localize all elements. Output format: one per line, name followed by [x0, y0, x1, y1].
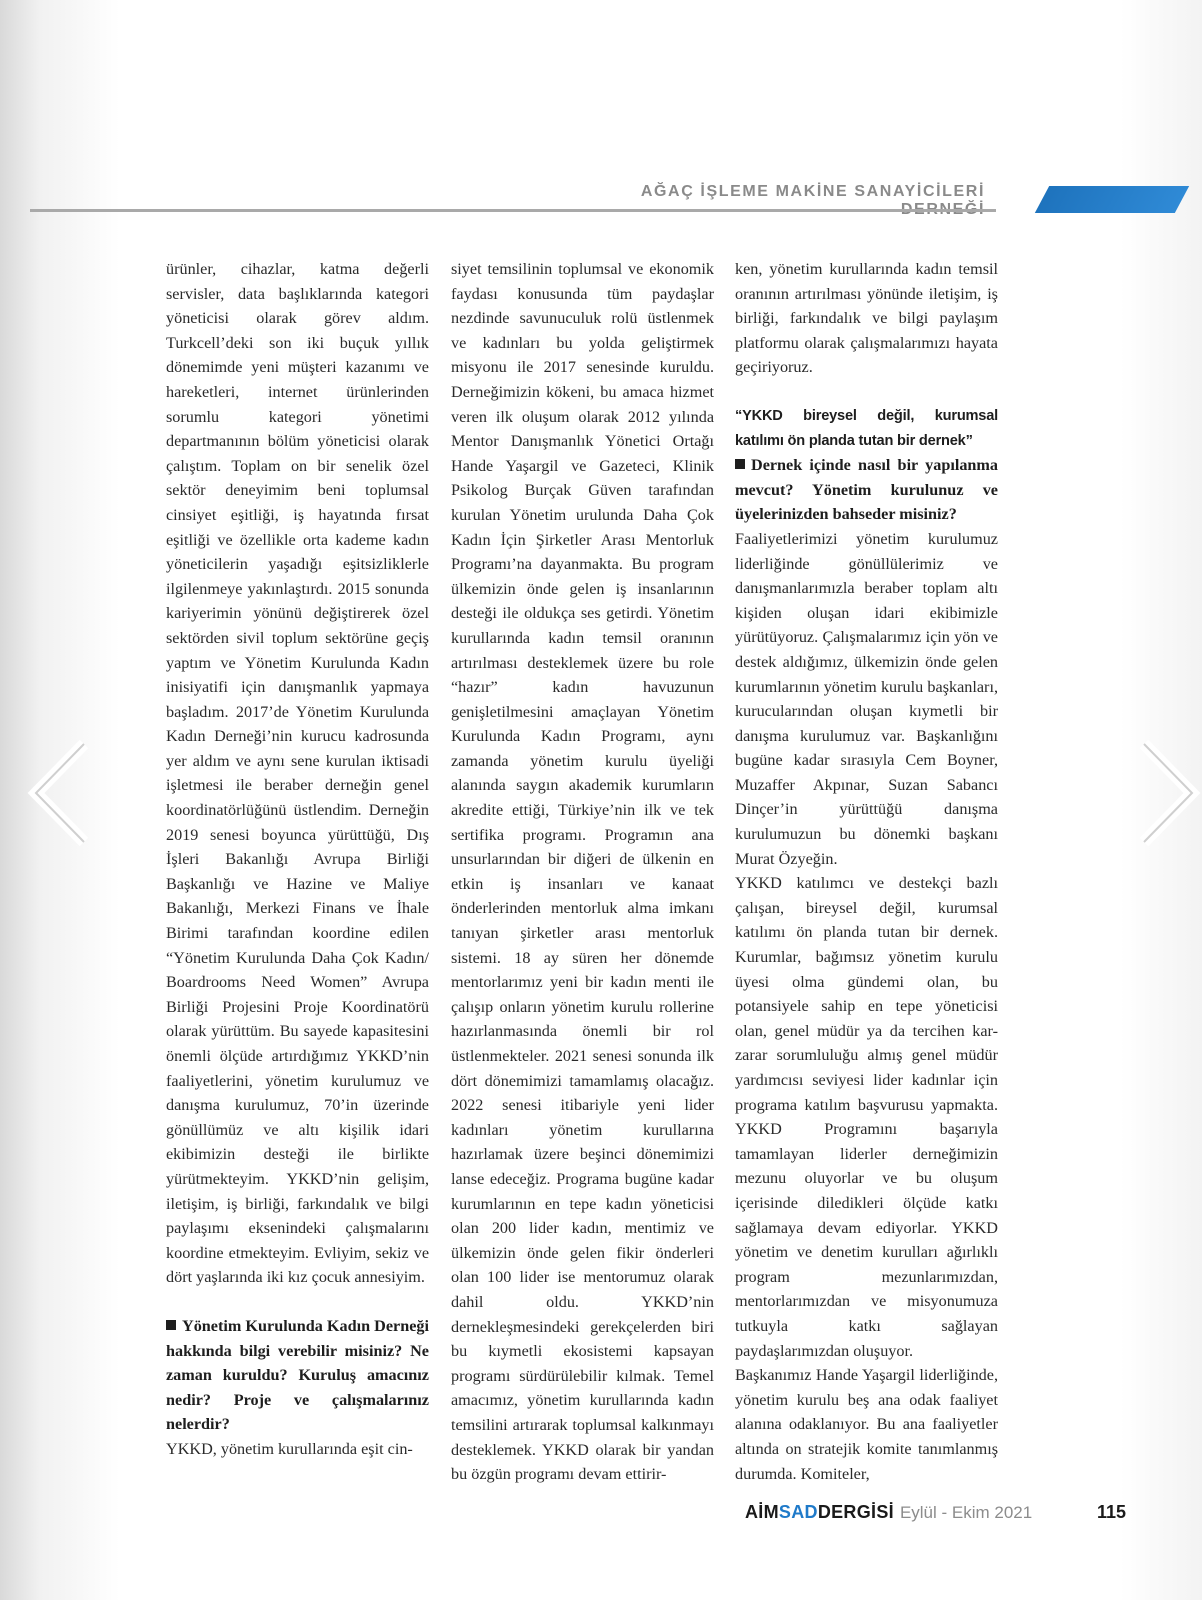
next-page-button[interactable] [1138, 738, 1202, 848]
header-accent-bar [1035, 186, 1189, 213]
interview-question: Dernek içinde nasıl bir yapılanma mevcut? Yönetim kurulunuz ve üyelerinizden bahseder misiniz? [735, 456, 998, 524]
column2-paragraph: siyet temsilinin toplumsal ve ekonomik faydası konusunda tüm paydaşlar nezdinde savunuculuk rolü üstlenmek ve kadınları bu yolda geliştirmek misyonu ile 2017 senesinde kuruldu. Derneğimizin kökeni, bu amaca hizmet veren ilk oluşum olarak 2012 yılında Mentor Danışmanlık Yönetici Ortağı Hande Yaşargil ve Gazeteci, Klinik Psikolog Burçak Güven tarafından kurulan Yönetim urulunda Daha Çok Kadın İçin Şirketler Arası Mentorluk Programı’na dayanmakta. Bu program ülkemizin önde gelen iş insanlarının desteği ile oldukça ses getirdi. Yönetim kurullarında kadın temsil oranının artırılması desteklemek üzere bu role “hazır” kadın havuzunun genişletilmesini amaçlayan Yönetim Kurulunda Kadın Programı, aynı zamanda yönetim kurulu üyeliği alanında saygın akademik kurumların akredite ettiği, Türkiye’nin ilk ve tek sertifika programı. Programın ana unsurlarından bir diğeri de ülkenin en etkin iş insanları ve kanaat önderlerinden mentorluk alma imkanı tanıyan şirketler arası mentorluk sistemi. 18 ay süren her dönemde mentorlarımız yeni bir kadın menti ile çalışıp onların yönetim kurulu rollerine hazırlanmasında önemli bir rol üstlenmekteler. 2021 senesi sonunda ilk dört dönemimizi tamamlamış olacağız. 2022 senesi itibariyle yeni lider kadınları yönetim kurullarına hazırlamak üzere beşinci dönemimizi lanse edeceğiz. Programa bugüne kadar kurumlarının en tepe kadın yöneticisi olan 200 lider kadın, mentimiz ve ülkemizin önde gelen fikir önderleri olan 100 lider ise mentorumuz olarak dahil oldu. YKKD’nin dernekleşmesindeki gerekçelerden biri bu kıymetli ekosistemi kapsayan programı sürdürülebilir kılmak. Temel amacımız, yönetim kurullarında kadın temsilini artırarak toplumsal kalkınmayı desteklemek. YKKD olarak bir yandan bu özgün programı devam ettirir- [451, 260, 714, 1484]
column3-answer-2: YKKD katılımcı ve destekçi bazlı çalışan, bireysel değil, kurumsal katılımı ön planda tutan bir dernek. Kurumlar, bağımsız yönetim kurulu üyesi olma gündemi olan, bu potansiyele sahip en tepe yöneticisi olan, genel müdür ya da tercihen kar-zarar sorumluluğu almış genel müdür yardımcısı seviyesi lider kadınlar için programa katılım başvurusu yapmakta. YKKD Programını başarıyla tamamlayan liderler derneğimizin mezunu oluyorlar ve bu oluşum içerisinde diledikleri ölçüde katkı sağlamaya devam ediyorlar. YKKD yönetim ve denetim kurulları ağırlıklı program mezunlarımızdan, mentorlarımızdan ve misyonumuza tutkuyla katkı sağlayan paydaşlarımızdan oluşuyor. [735, 874, 998, 1360]
header-rule [30, 209, 996, 212]
magazine-brand: AİMSADDERGİSİ [745, 1502, 894, 1522]
issue-date: Eylül - Ekim 2021 [899, 1503, 1033, 1522]
text-column-3 [735, 257, 998, 1486]
column3-answer-3: Başkanımız Hande Yaşargil liderliğinde, yönetim kurulu beş ana odak faaliyet alanına odaklanıyor. Bu ana faaliyetler altında on stratejik komite tanımlanmış durumda. Komiteler, [735, 1366, 998, 1483]
question-bullet-icon [735, 459, 745, 469]
running-header-title: AĞAÇ İŞLEME MAKİNE SANAYİCİLERİ [640, 183, 985, 200]
column3-paragraph: ken, yönetim kurullarında kadın temsil oranının artırılması yönünde iletişim, iş birliği, farkındalık ve bilgi paylaşım platformu olarak çalışmalarımızı hayata geçiriyoruz. [735, 260, 998, 377]
text-column-2 [451, 257, 714, 1487]
page-footer [745, 1502, 1135, 1532]
text-column-1 [166, 257, 429, 1462]
pull-quote: “YKKD bireysel değil, kurumsal katılımı ön planda tutan bir dernek” [735, 407, 998, 449]
previous-page-button[interactable] [26, 738, 96, 848]
interview-question: Yönetim Kurulunda Kadın Derneği hakkında bilgi verebilir misiniz? Ne zaman kuruldu? Kuruluş amacınız nedir? Proje ve çalışmalarınız nelerdir? [166, 1316, 429, 1434]
column1-answer: YKKD, yönetim kurullarında eşit cin- [166, 1439, 413, 1458]
column3-answer-1: Faaliyetlerimizi yönetim kurulumuz liderliğinde gönüllülerimiz ve danışmanlarımızla beraber toplam altı kişiden oluşan idari ekibimizle yürütüyoruz. Çalışmalarımız için yön ve destek aldığımız, ülkemizin önde gelen kurumlarının yönetim kurulu başkanları, kurucularından oluşan kıymetli bir danışma kurulumuz var. Başkanlığını bugüne kadar sırasıyla Cem Boyner, Muzaffer Akpınar, Suzan Sabancı Dinçer’in yürüttüğü danışma kurulumuzun bu dönemki başkanı Murat Özyeğin. [735, 529, 998, 868]
column1-paragraph: ürünler, cihazlar, katma değerli servisler, data başlıklarında kategori yöneticisi olarak görev aldım. Turkcell’deki son iki buçuk yıllık dönemimde yeni müşteri kazanımı ve hareketleri, internet ürünlerinden sorumlu kategori yönetimi departmanının bölüm yöneticisi olarak çalıştım. Toplam on bir senelik özel sektör deneyimim beni toplumsal cinsiyet eşitliği, iş hayatında fırsat eşitliği ve özellikle orta kademe kadın yöneticilerin yaşadığı eşitsizliklerle ilgilenmeye yakınlaştırdı. 2015 sonunda kariyerimin yönünü değiştirerek özel sektörden sivil toplum sektörüne geçiş yaptım ve Yönetim Kurulunda Kadın inisiyatifi için danışmanlık yapmaya başladım. 2017’de Yönetim Kurulunda Kadın Derneği’nin kurucu kadrosunda yer aldım ve aynı sene kurulan iktisadi işletmesi ile beraber derneğin genel koordinatörlüğünü üstlendim. Derneğin 2019 senesi boyunca yürüttüğü, Dış İşleri Bakanlığı Avrupa Birliği Başkanlığı ve Hazine ve Maliye Bakanlığı, Merkezi Finans ve İhale Birimi tarafından koordine edilen “Yönetim Kurulunda Daha Çok Kadın/ Boardrooms Need Women” Avrupa Birliği Projesini Proje Koordinatörü olarak yürüttüm. Bu sayede kapasitesini önemli ölçüde artırdığımız YKKD’nin faaliyetlerini, yönetim kurulumuz ve danışma kurulumuz, 70’in üzerinde gönüllümüz ve altı kişilik idari ekibimizin desteği ile birlikte yürütmekteyim. YKKD’nin gelişim, iletişim, iş birliği, farkındalık ve bilgi paylaşımı eksenindeki çalışmalarını koordine etmekteyim. Evliyim, sekiz ve dört yaşlarında iki kız çocuk annesiyim. [166, 260, 429, 1287]
chevron-right-icon [1138, 738, 1202, 848]
chevron-left-icon [26, 738, 96, 848]
question-bullet-icon [166, 1320, 176, 1330]
page-number: 115 [1097, 1502, 1127, 1522]
